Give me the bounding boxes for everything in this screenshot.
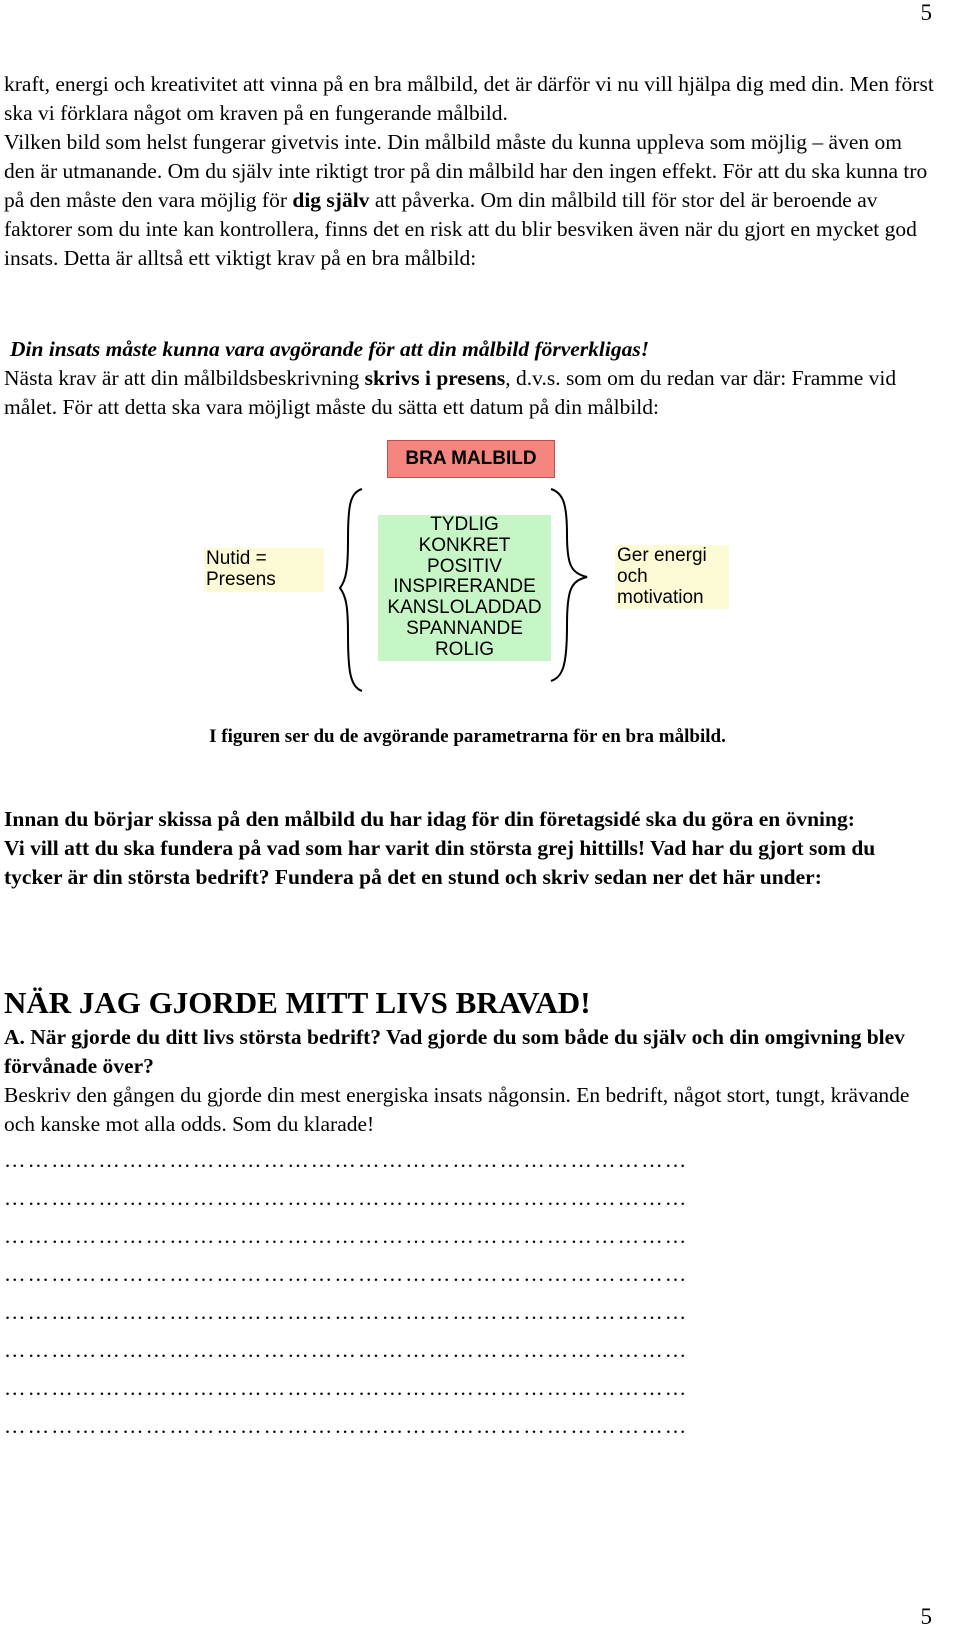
param-item: SPANNANDE xyxy=(406,617,523,639)
intro-line-2: Vilken bild som helst fungerar givetvis inte. Din målbild måste du kunna uppleva som möjlig – även om den är utmanande. Om du själv inte riktigt tror på din målbild har den ingen effekt. För att du ska kunna tro på den måste den vara möjlig för dig själv att påverka. Om din målbild till för stor del är beroende av faktorer som du inte kan kontrollera, finns det en risk att du blir besviken även när du gjort en mycket god insats. Detta är alltså ett viktigt krav på en bra målbild: xyxy=(4,130,928,270)
question-block xyxy=(4,1023,934,1139)
answer-line[interactable]: …………………………………………………………………………… xyxy=(4,1148,689,1172)
left-brace xyxy=(338,485,368,695)
intro-paragraph xyxy=(4,70,934,273)
diagram-center-box xyxy=(378,515,551,661)
exercise-p1: Innan du börjar skissa på den målbild du har idag för din företagsidé ska du göra en övning: xyxy=(4,807,855,831)
exercise-p2: Vi vill att du ska fundera på vad som har varit din största grej hittills! Vad har du gjort som du tycker är din största bedrift? Fundera på det en stund och skriv sedan ner det här under: xyxy=(4,836,876,889)
answer-line[interactable]: …………………………………………………………………………… xyxy=(4,1300,689,1324)
requirement-paragraph xyxy=(4,335,934,422)
answer-line[interactable]: …………………………………………………………………………… xyxy=(4,1224,689,1248)
answer-line[interactable]: …………………………………………………………………………… xyxy=(4,1338,689,1362)
diagram-title-box: BRA MALBILD xyxy=(387,440,555,478)
answer-lines xyxy=(4,1148,914,1452)
param-item: KONKRET xyxy=(418,534,511,556)
page-number: 5 xyxy=(920,0,932,25)
param-item: ROLIG xyxy=(434,638,495,660)
goal-diagram xyxy=(0,440,960,710)
intro-line-1: kraft, energi och kreativitet att vinna på en bra målbild, det är därför vi nu vill hjälpa dig med din. Men först ska vi förklara något om kraven på en fungerande målbild. xyxy=(4,72,934,125)
exercise-instructions xyxy=(4,805,934,892)
answer-line[interactable]: …………………………………………………………………………… xyxy=(4,1186,689,1210)
figure-caption: I figuren ser du de avgörande parametrarna för en bra målbild. xyxy=(209,726,726,747)
param-item: POSITIV xyxy=(427,555,502,577)
section-heading: NÄR JAG GJORDE MITT LIVS BRAVAD! xyxy=(4,985,591,1020)
requirement-next: Nästa krav är att din målbildsbeskrivning skrivs i presens, d.v.s. som om du redan var där: Framme vid målet. För att detta ska vara möjligt måste du sätta ett datum på din målbild: xyxy=(4,366,897,419)
param-item: KANSLOLADDAD xyxy=(387,597,542,619)
answer-line[interactable]: …………………………………………………………………………… xyxy=(4,1414,689,1438)
diagram-left-box: Nutid = Presens xyxy=(204,548,324,592)
right-brace xyxy=(545,485,595,685)
answer-line[interactable]: …………………………………………………………………………… xyxy=(4,1262,689,1286)
param-item: TYDLIG xyxy=(430,514,499,535)
diagram-right-box: Ger energi och motivation xyxy=(615,545,729,609)
answer-line[interactable]: …………………………………………………………………………… xyxy=(4,1376,689,1400)
param-item: INSPIRERANDE xyxy=(393,576,536,598)
requirement-emphasis: Din insats måste kunna vara avgörande för att din målbild förverkligas! xyxy=(10,337,650,361)
page-number-bottom: 5 xyxy=(920,1604,932,1629)
bold-phrase: skrivs i presens xyxy=(364,366,506,390)
question-a: A. När gjorde du ditt livs största bedrift? Vad gjorde du som både du själv och din omgivning blev förvånade över? xyxy=(4,1025,905,1078)
bold-phrase: dig själv xyxy=(292,188,370,212)
question-description: Beskriv den gången du gjorde din mest energiska insats någonsin. En bedrift, något stort, tungt, krävande och kanske mot alla odds. Som du klarade! xyxy=(4,1083,910,1136)
